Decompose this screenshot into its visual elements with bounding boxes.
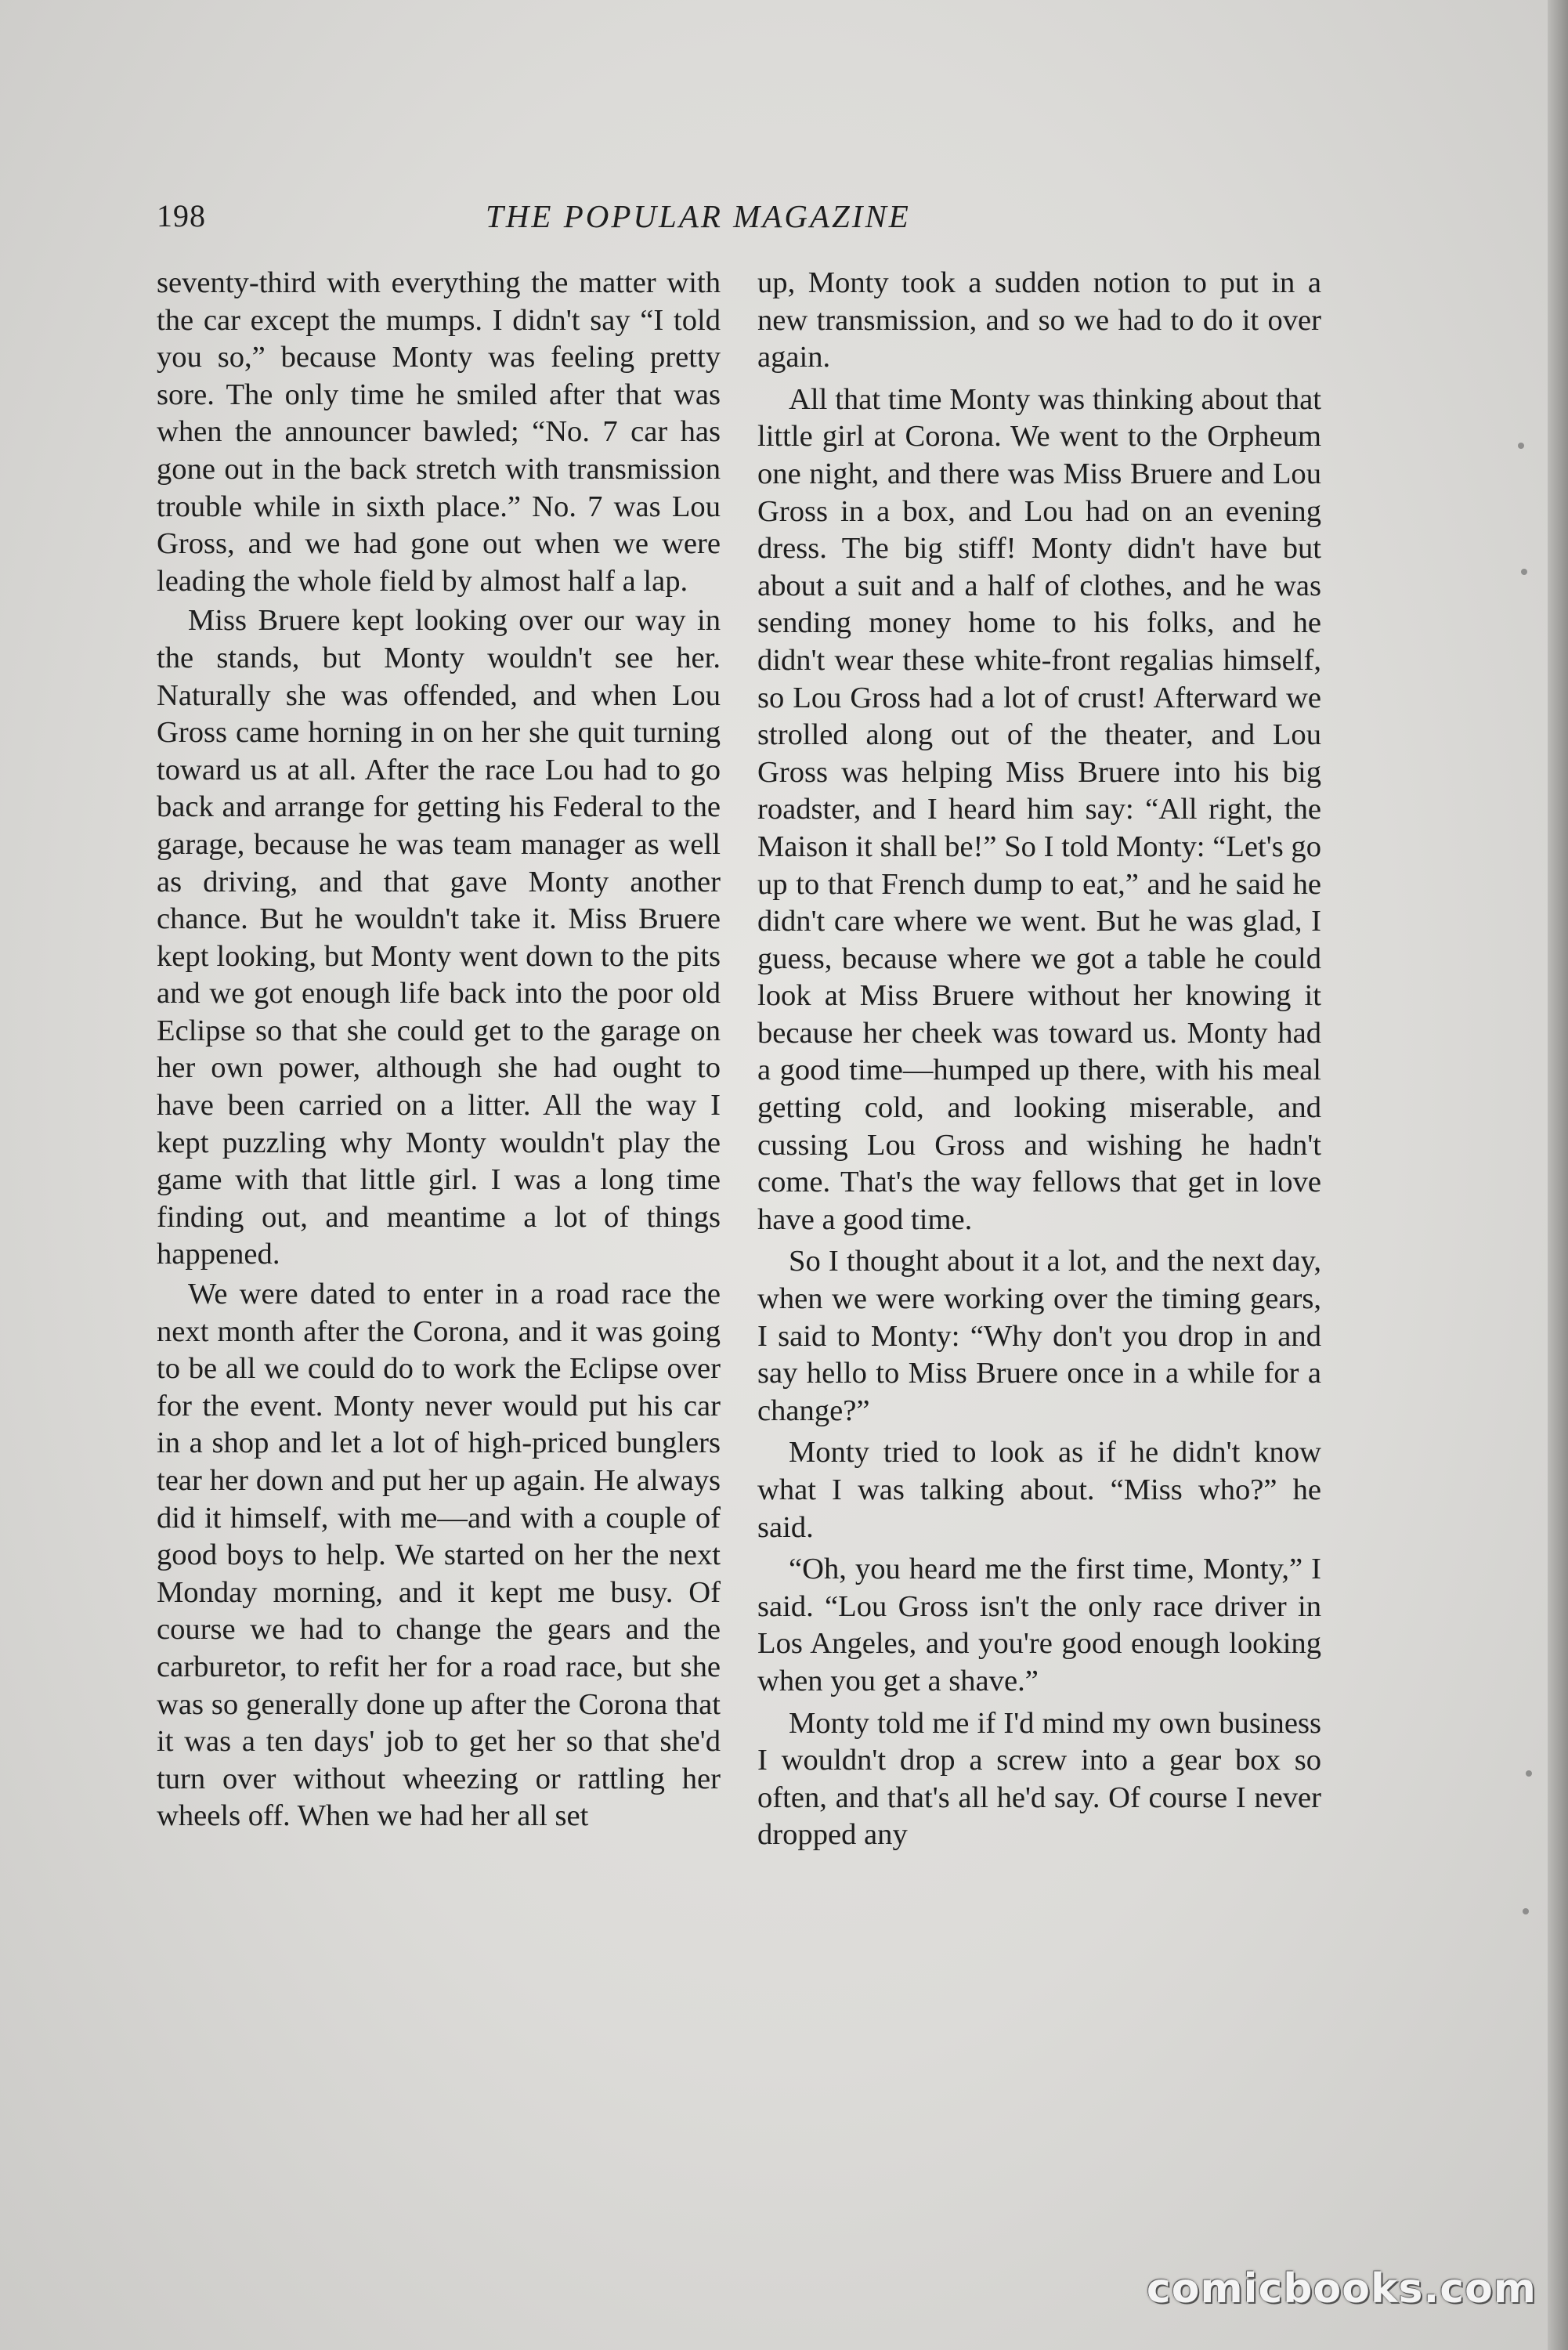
paper-speck [1523,1908,1529,1914]
paragraph: We were dated to enter in a road race the next month after the Corona, and it was going to be all we could do to work the Eclipse over for the event. Monty never would put his car in a shop and let a lot of high-priced bunglers tear her down and put her up again. He always did it himself, with me—and with a couple of good boys to help. We started on her the next Monday morning, and it kept me busy. Of course we had to change the gears and the carburetor, to refit her for a road race, but she was so generally done up after the Corona that it was a ten days' job to get her so that she'd turn over without wheezing or rattling her wheels off. When we had her all set [157,1278,721,1833]
page-edge-shadow [1548,0,1568,2350]
page-header [157,197,1324,244]
watermark-logo: comicbooks.com [1146,2265,1537,2312]
paragraph: seventy-third with everything the matter with the car except the mumps. I didn't say “I told you so,” because Monty was feeling pretty sore. The only time he smiled after that was when the announcer bawled; “No. 7 car has gone out in the back stretch with transmission trouble while in sixth place.” No. 7 was Lou Gross, and we had gone out when we were leading the whole field by almost half a lap. [157,266,721,598]
right-column [757,265,1321,1854]
paragraph: Monty tried to look as if he didn't know what I was talking about. “Miss who?” he said. [757,1436,1321,1544]
magazine-title: THE POPULAR MAGAZINE [486,198,911,234]
paragraph: Monty told me if I'd mind my own business I wouldn't drop a screw into a gear box so often, and that's all he'd say. Of course I never dropped any [757,1706,1321,1852]
paragraph: “Oh, you heard me the first time, Monty,” I said. “Lou Gross isn't the only race driver in Los Angeles, and you're good enough looking when you get a shave.” [757,1553,1321,1697]
paragraph: up, Monty took a sudden notion to put in a new transmission, and so we had to do it over again. [757,266,1321,374]
paragraph: All that time Monty was thinking about that little girl at Corona. We went to the Orpheum one night, and there was Miss Bruere and Lou Gross in a box, and Lou had on an evening dress. The big stiff! Monty didn't have but about a suit and a half of clothes, and he was sending money home to his folks, and he didn't wear these white-front regalias himself, so Lou Gross had a lot of crust! Afterward we strolled along out of the theater, and Lou Gross was helping Miss Bruere into his big roadster, and I heard him say: “All right, the Maison it shall be!” So I told Monty: “Let's go up to that French dump to eat,” and he said he didn't care where we went. But he was glad, I guess, because where we got a table he could look at Miss Bruere without her knowing it because her cheek was toward us. Monty had a good time—humped up there, with his meal getting cold, and looking miserable, and cussing Lou Gross and wishing he hadn't come. That's the way fellows that get in love have a good time. [757,382,1321,1236]
paper-speck [1518,443,1524,449]
left-column [157,265,721,1835]
paragraph: Miss Bruere kept looking over our way in the stands, but Monty wouldn't see her. Naturally she was offended, and when Lou Gross came horning in on her she quit turning toward us at all. After the race Lou had to go back and arrange for getting his Federal to the garage, because he was team manager as well as driving, and that gave Monty another chance. But he wouldn't take it. Miss Bruere kept looking, but Monty went down to the pits and we got enough life back into the poor old Eclipse so that she could get to the garage on her own power, although she had ought to have been carried on a litter. All the way I kept puzzling why Monty wouldn't play the game with that little girl. I was a long time finding out, and meantime a lot of things happened. [157,604,721,1271]
paragraph: So I thought about it a lot, and the next day, when we were working over the timing gears, I said to Monty: “Why don't you drop in and say hello to Miss Bruere once in a while for a change?” [757,1245,1321,1427]
page-number: 198 [157,198,206,233]
paper-speck [1526,1770,1532,1777]
paper-speck [1521,569,1527,575]
